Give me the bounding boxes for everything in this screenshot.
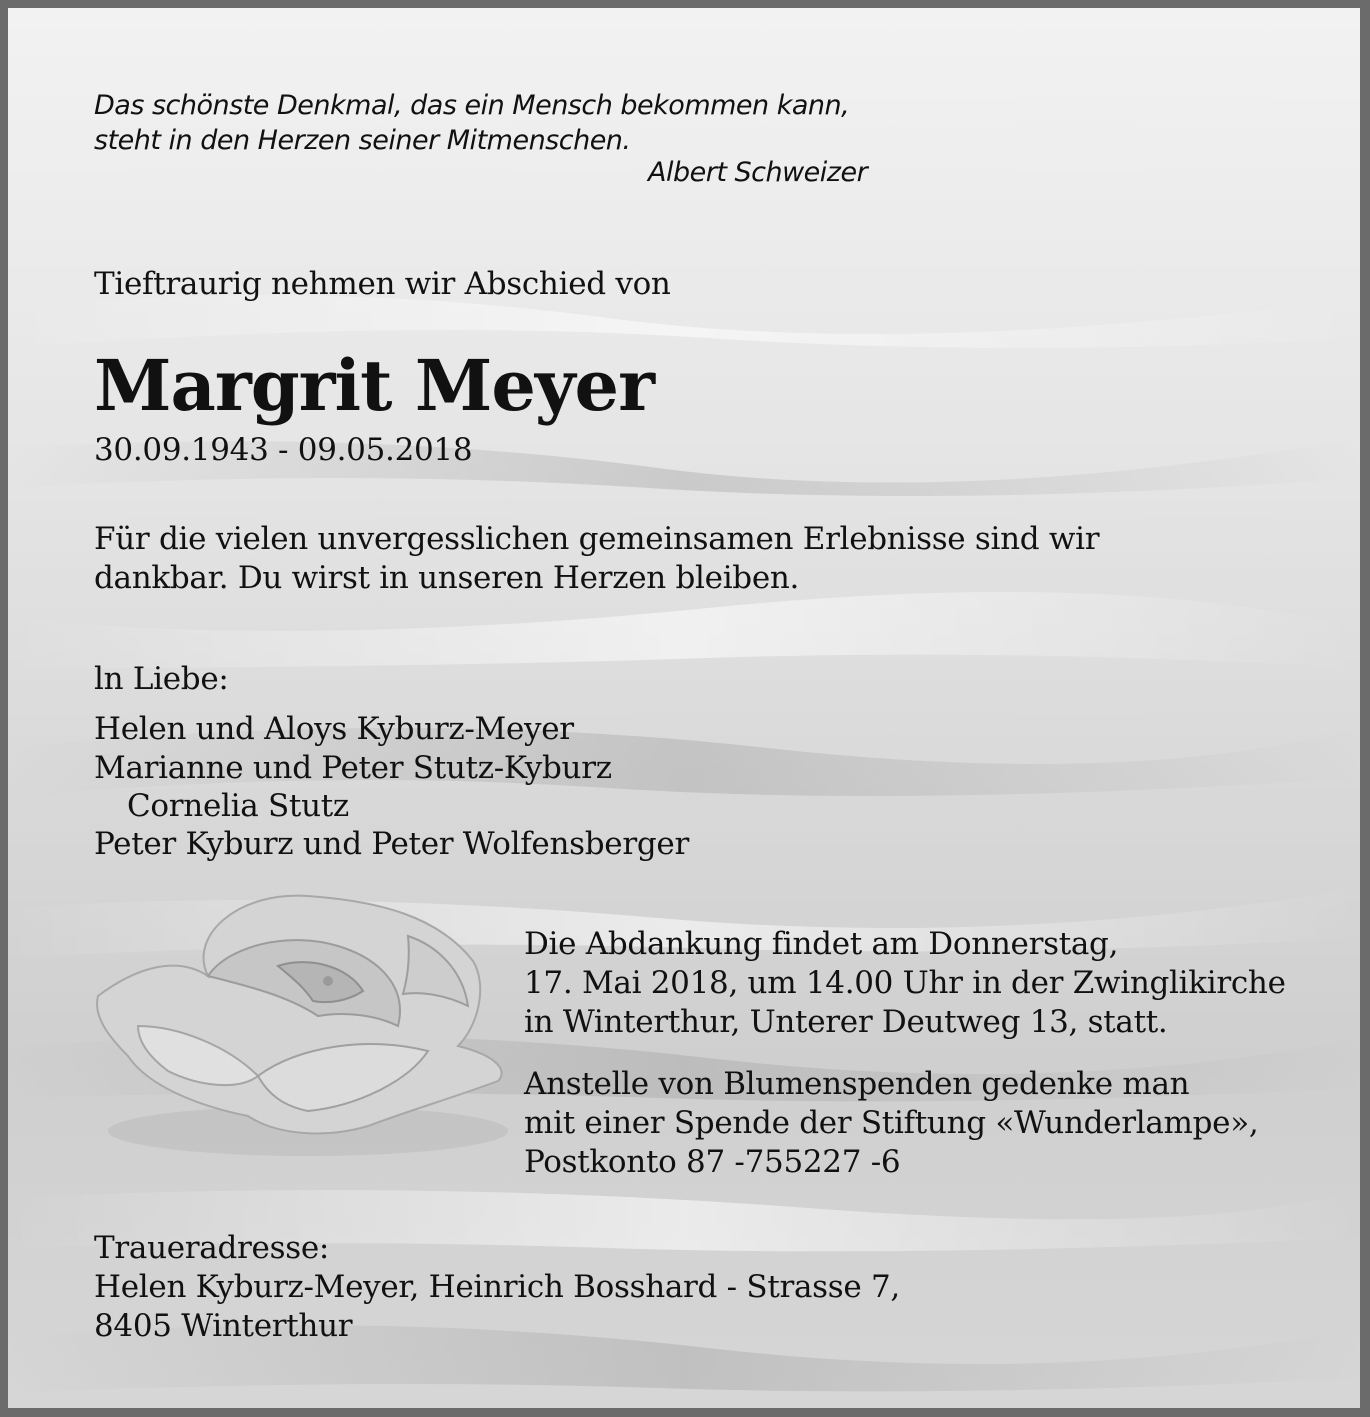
address-line-2: 8405 Winterthur xyxy=(94,1308,353,1344)
intro-text: Tieftraurig nehmen wir Abschied von xyxy=(94,266,671,302)
quote-line-1: Das schönste Denkmal, das ein Mensch bekommen kann, xyxy=(94,90,850,121)
ceremony-line-3: in Winterthur, Unterer Deutweg 13, statt. xyxy=(524,1004,1168,1040)
address-heading: Traueradresse: xyxy=(94,1230,330,1266)
address-line-1: Helen Kyburz-Meyer, Heinrich Bosshard - Strasse 7, xyxy=(94,1269,900,1305)
ceremony-line-1: Die Abdankung findet am Donnerstag, xyxy=(524,926,1119,962)
donation-line-2: mit einer Spende der Stiftung «Wunderlampe», xyxy=(524,1105,1259,1141)
quote-line-2: steht in den Herzen seiner Mitmenschen. xyxy=(94,125,631,156)
mourner-name: Cornelia Stutz xyxy=(127,788,349,824)
deceased-name: Margrit Meyer xyxy=(94,344,654,427)
quote-author: Albert Schweizer xyxy=(648,157,868,188)
rose-illustration xyxy=(78,876,518,1166)
mourner-name: Peter Kyburz und Peter Wolfensberger xyxy=(94,826,689,862)
deceased-dates: 30.09.1943 - 09.05.2018 xyxy=(94,432,473,468)
obituary-page xyxy=(8,8,1360,1408)
water-background-texture xyxy=(8,8,1360,1408)
mourner-name: Helen und Aloys Kyburz-Meyer xyxy=(94,711,574,747)
donation-line-3: Postkonto 87 -755227 -6 xyxy=(524,1144,901,1180)
message-line-1: Für die vielen unvergesslichen gemeinsamen Erlebnisse sind wir xyxy=(94,521,1100,557)
donation-line-1: Anstelle von Blumenspenden gedenke man xyxy=(524,1066,1190,1102)
ceremony-line-2: 17. Mai 2018, um 14.00 Uhr in der Zwinglikirche xyxy=(524,965,1286,1001)
mourners-heading: ln Liebe: xyxy=(94,661,229,697)
message-line-2: dankbar. Du wirst in unseren Herzen bleiben. xyxy=(94,560,800,596)
mourner-name: Marianne und Peter Stutz-Kyburz xyxy=(94,750,612,786)
